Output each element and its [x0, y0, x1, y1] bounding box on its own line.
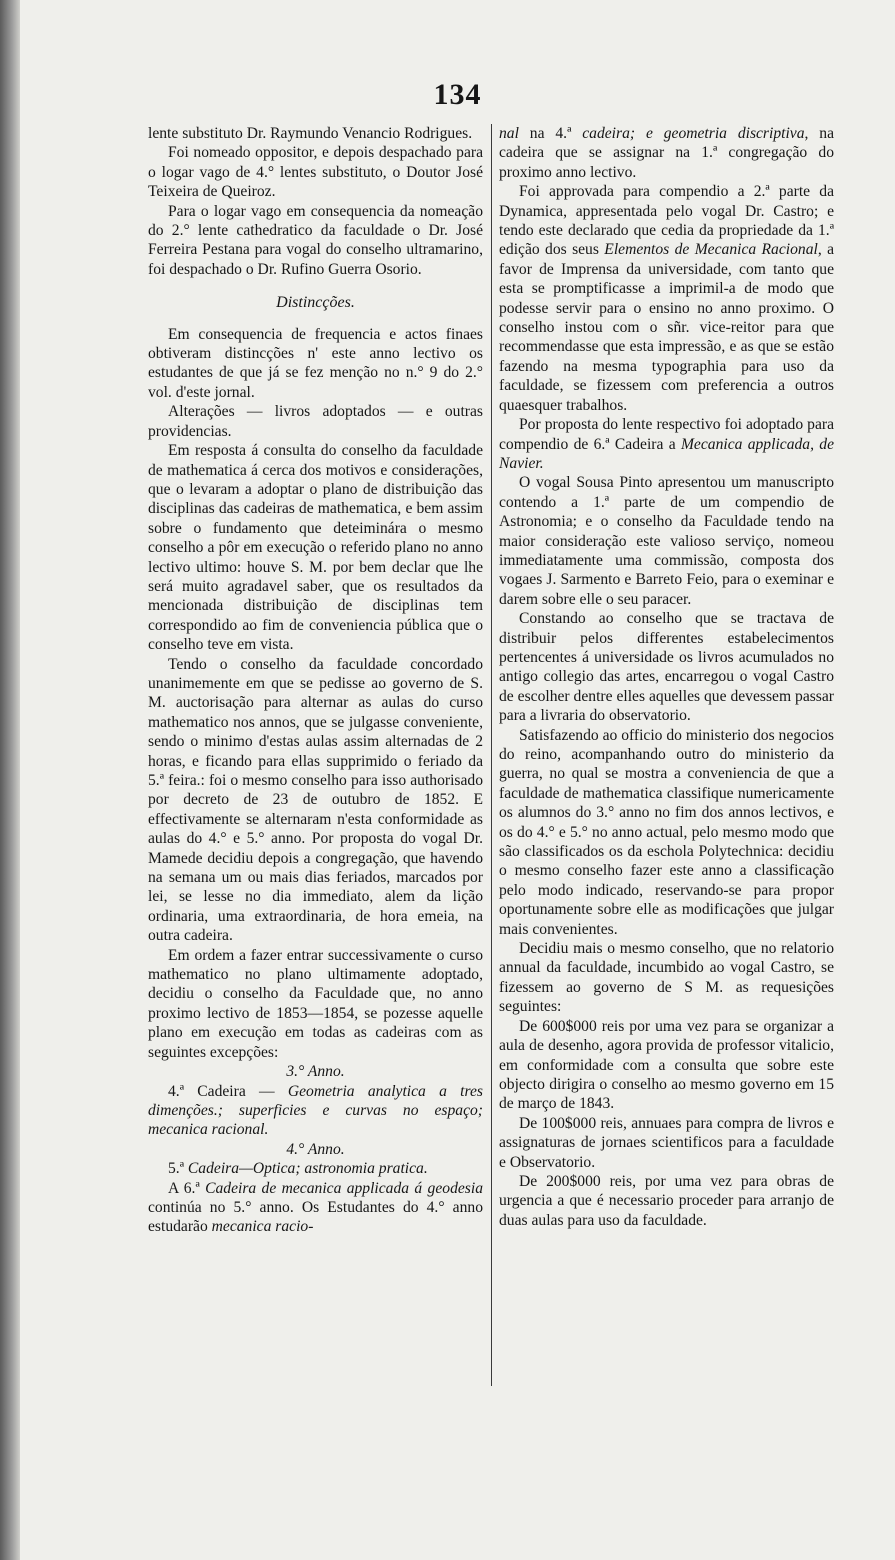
paragraph: Alterações — livros adoptados — e outras providencias. [148, 403, 483, 440]
paragraph: Para o logar vago em consequencia da nomeação do 2.° lente cathedratico da faculdade o Dr. José Ferreira Pestana para vogal do conselho ultramarino, foi despachado o Dr. Rufino Guerra Osorio. [148, 202, 483, 278]
text-run: , na cadeira que se assignar na 1.ª congregação do proximo anno lectivo. [499, 125, 834, 181]
paragraph: Em resposta á consulta do conselho da faculdade de mathematica á cerca dos motivos e considerações, que o levaram a adoptar o plano de distribuição das disciplinas das cadeiras de mathematica, e bem assim sobre o fundamento que deteiminára o mesmo conselho a pôr em execução o referido plano no anno lectivo ultimo: houve S. M. por bem declar que lhe será muito agradavel saber, que os resultados da mencionada distribuição de disciplinas tem correspondido ao fim de conveniencia pública que o conselho teve em vista. [148, 442, 483, 654]
paragraph: Em ordem a fazer entrar successivamente o curso mathematico no plano ultimamente adoptado, decidiu o conselho da Faculdade que, no anno proximo lectivo de 1853—1854, se pozesse aquelle plano em execução em todas as cadeiras com as seguintes excepções: [148, 946, 483, 1061]
paragraph [499, 124, 834, 182]
paragraph: Decidiu mais o mesmo conselho, que no relatorio annual da faculdade, incumbido ao vogal Castro, se fizessem ao governo de S M. as requesições seguintes: [499, 940, 834, 1016]
text-run: cadeira; e geometria discriptiva [582, 125, 805, 142]
paragraph [499, 415, 834, 473]
text-run: Elementos de Mecanica Racional [604, 241, 818, 259]
cadeira-label: 4.ª Cadeira — [168, 1082, 288, 1100]
text-run: A 6.ª [168, 1179, 206, 1197]
text-run: Mecanica applicada, de Navier. [499, 435, 835, 472]
cadeira-subjects: Cadeira—Optica; astronomia pratica. [187, 1160, 428, 1178]
text-run: Cadeira de mecanica applicada á geodesia [205, 1179, 483, 1197]
book-spine-edge [0, 0, 20, 1560]
text-run: continúa no 5.° anno. Os Estudantes do 4.° anno estudarão [148, 1198, 483, 1236]
column-rule [491, 124, 492, 1386]
text-run: Por proposta do lente respectivo foi adoptado para compendio de 6.ª Cadeira a [499, 416, 834, 453]
paragraph: Tendo o conselho da faculdade concordado unanimemente em que se pedisse ao governo de S. M. auctorisação para alternar as aulas do curso mathematico nos annos, que se julgasse conveniente, sendo o minimo d'estas aulas assim alternadas de 2 horas, e ficando para ellas supprimido o feriado da 5.ª feira.: foi o mesmo conselho para isso authorisado por decreto de 23 de outubro de 1852. E effectivamente se alternaram n'esta conformidade as aulas do 4.° e 5.° anno. Por proposta do vogal Dr. Mamede decidiu depois a congregação, que havendo na semana um ou mais dias feriados, marcados por lei, se lesse no dia immediato, alem da lição ordinaria, uma extraordinaria, de hora emeia, na outra cadeira. [148, 655, 483, 945]
page-number: 134 [433, 78, 482, 111]
paragraph [148, 1082, 483, 1140]
paragraph [148, 1179, 483, 1237]
paragraph: lente substituto Dr. Raymundo Venancio Rodrigues. [148, 125, 473, 142]
paragraph: O vogal Sousa Pinto apresentou um manuscripto contendo a 1.ª parte de um compendio de Astronomia; e o conselho da Faculdade tendo na maior consideração este valioso serviço, nomeou immediatamente uma commissão, composta dos vogaes J. Sarmento e Barreto Feio, para o exeminar e darem sobre elle o seu paracer. [499, 474, 834, 608]
text-run: mecanica racio- [211, 1218, 314, 1236]
right-column [499, 124, 834, 1230]
paragraph: Foi nomeado oppositor, e depois despachado para o logar vago de 4.° lentes substituto, o Doutor José Teixeira de Queiroz. [148, 144, 483, 201]
left-column [148, 124, 483, 1237]
paragraph: Constando ao conselho que se tractava de distribuir pelos differentes estabelecimentos pertencentes á universidade os livros acumulados no antigo collegio das artes, encarregou o vogal Castro de escolher dentre elles aquelles que devessem passar para a livraria do observatorio. [499, 610, 834, 725]
book-page [20, 0, 895, 1560]
paragraph: Satisfazendo ao officio do ministerio dos negocios do reino, acompanhando outro do ministerio da guerra, no qual se mostra a conveniencia de que a faculdade de mathematica classifique numericamente os alumnos do 3.° anno no fim dos annos lectivos, e os do 4.° e 5.° no anno actual, pelo mesmo modo que são classificados os da eschola Polytechnica: decidiu o mesmo conselho fazer este anno a classificação pelo modo indicado, reservando-se para propor oportunamente sobre elle as modificações que julgar mais convenientes. [499, 726, 834, 938]
paragraph [148, 1159, 483, 1178]
text-run: na 4.ª [518, 125, 583, 142]
section-heading: Distincções. [276, 294, 355, 312]
paragraph: De 600$000 reis por uma vez para se organizar a aula de desenho, agora provida de professor vitalicio, em conformidade com a consulta que sobre este objecto dirigira o conselho ao mesmo governo em 15 de março de 1843. [499, 1017, 834, 1113]
text-run: nal [499, 125, 519, 142]
cadeira-label: 5.ª [168, 1160, 188, 1178]
cadeira-subjects: Geometria analytica a tres dimenções.; superficies e curvas no espaço; mecanica racional. [148, 1082, 483, 1139]
year-heading: 3.° Anno. [286, 1063, 345, 1081]
paragraph: De 200$000 reis, por uma vez para obras de urgencia a que é necessario proceder para arranjo de duas aulas para uso da faculdade. [499, 1172, 834, 1229]
paragraph: De 100$000 reis, annuaes para compra de livros e assignaturas de jornaes scientificos para a faculdade e Observatorio. [499, 1114, 834, 1171]
year-heading: 4.° Anno. [286, 1140, 345, 1158]
text-run: Foi approvada para compendio a 2.ª parte da Dynamica, appresentada pelo vogal Dr. Castro; e tendo este declarado que cedia da propriedade da 1.ª edição dos seus [499, 183, 834, 259]
text-run: , a favor de Imprensa da universidade, com tanto que esta se promptificasse a imprimil-a de modo que podesse servir para o ensino no anno proximo. O conselho instou com o sñr. vice-reitor para que recommendasse que esta impressão, e as que se estão fazendo na mesma typographia para uso da faculdade, se fizessem com preferencia a outros quaesquer trabalhos. [499, 241, 835, 414]
paragraph [499, 182, 834, 415]
paragraph: Em consequencia de frequencia e actos finaes obtiveram distincções n' este anno lectivo os estudantes de que já se fez menção no n.° 9 do 2.° vol. d'este jornal. [148, 325, 483, 401]
